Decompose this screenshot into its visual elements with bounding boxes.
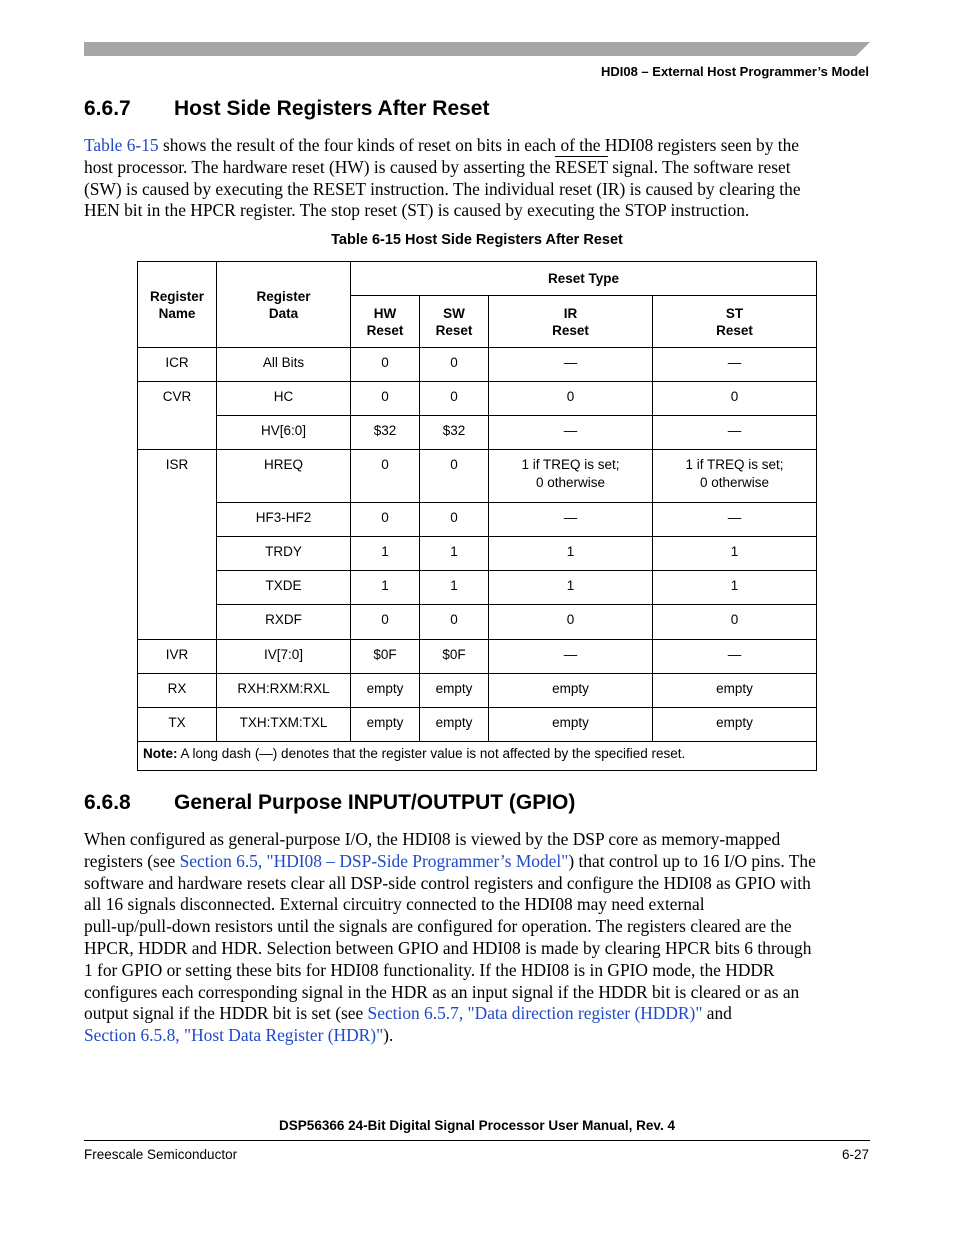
table-row bbox=[138, 348, 817, 382]
section-heading-6-6-8 bbox=[84, 791, 575, 815]
cell-register-name: ICR bbox=[138, 348, 217, 382]
section-6-6-8-paragraph bbox=[84, 829, 870, 1047]
paragraph-text: host processor. The hardware reset (HW) is caused by asserting the bbox=[84, 156, 556, 177]
cell-st: 1 bbox=[653, 571, 817, 605]
paragraph-text: 1 for GPIO or setting these bits for HDI08 functionality. If the HDI08 is in GPIO mode, the HDDR bbox=[84, 959, 775, 980]
cell-register-data: TXDE bbox=[217, 571, 351, 605]
cell-register-data: HV[6:0] bbox=[217, 416, 351, 450]
cell-hw: 1 bbox=[351, 537, 420, 571]
header-text: Name bbox=[158, 305, 196, 321]
paragraph-text: pull-up/pull-down resistors until the signals are configured for operation. The registers cleared are the bbox=[84, 916, 792, 937]
table-row bbox=[138, 382, 817, 416]
cell-ir: empty bbox=[489, 674, 653, 708]
cell-ir: — bbox=[489, 503, 653, 537]
cell-text: 1 if TREQ is set; bbox=[521, 457, 620, 472]
cell-ir: 1 bbox=[489, 537, 653, 571]
cell-sw: 0 bbox=[420, 605, 489, 640]
cell-ir bbox=[489, 450, 653, 503]
cell-register-name: ISR bbox=[138, 450, 217, 640]
cell-ir: — bbox=[489, 416, 653, 450]
cell-register-data: IV[7:0] bbox=[217, 640, 351, 674]
header-text: Register bbox=[256, 288, 311, 304]
cell-ir: empty bbox=[489, 708, 653, 742]
cell-register-data: HF3-HF2 bbox=[217, 503, 351, 537]
cell-register-name: CVR bbox=[138, 382, 217, 450]
table-row bbox=[138, 537, 817, 571]
footer-page-number: 6-27 bbox=[841, 1147, 869, 1162]
cell-st: — bbox=[653, 348, 817, 382]
cell-hw: 0 bbox=[351, 382, 420, 416]
table-row bbox=[138, 503, 817, 537]
paragraph-text: ) that control up to 16 I/O pins. The bbox=[568, 850, 816, 871]
cell-sw: empty bbox=[420, 708, 489, 742]
cell-st: 0 bbox=[653, 605, 817, 640]
cell-ir: 0 bbox=[489, 605, 653, 640]
cell-hw: 0 bbox=[351, 450, 420, 503]
paragraph-text: configures each corresponding signal in the HDR as an input signal if the HDDR bit is cleared or as an bbox=[84, 981, 800, 1002]
table-row bbox=[138, 450, 817, 503]
paragraph-text: output signal if the HDDR bit is set (see bbox=[84, 1003, 368, 1024]
cell-st bbox=[653, 450, 817, 503]
cell-sw: 0 bbox=[420, 348, 489, 382]
paragraph-text: ). bbox=[383, 1025, 394, 1046]
cell-register-name: RX bbox=[138, 674, 217, 708]
cell-ir: 0 bbox=[489, 382, 653, 416]
cell-st: 1 bbox=[653, 537, 817, 571]
header-text: Data bbox=[268, 305, 299, 321]
cell-st: empty bbox=[653, 708, 817, 742]
header-text: Reset bbox=[435, 322, 473, 338]
cell-hw: $0F bbox=[351, 640, 420, 674]
host-side-registers-table bbox=[137, 261, 817, 771]
section-title: General Purpose INPUT/OUTPUT (GPIO) bbox=[174, 791, 576, 814]
cell-hw: empty bbox=[351, 674, 420, 708]
header-text: HW bbox=[373, 305, 397, 321]
header-reset-type: Reset Type bbox=[351, 262, 817, 296]
cell-register-data: RXH:RXM:RXL bbox=[217, 674, 351, 708]
cell-sw: $32 bbox=[420, 416, 489, 450]
cell-hw: 0 bbox=[351, 605, 420, 640]
footer-divider bbox=[84, 1140, 870, 1141]
table-caption: Table 6-15 Host Side Registers After Reset bbox=[331, 232, 623, 248]
paragraph-text: registers (see bbox=[84, 850, 180, 871]
table-row bbox=[138, 605, 817, 640]
cell-register-name: TX bbox=[138, 708, 217, 742]
table-row bbox=[138, 571, 817, 605]
header-hw-reset bbox=[351, 296, 420, 348]
header-text: IR bbox=[563, 305, 578, 321]
cell-register-data: HC bbox=[217, 382, 351, 416]
cell-st: 0 bbox=[653, 382, 817, 416]
cell-sw: 0 bbox=[420, 382, 489, 416]
header-text: ST bbox=[725, 305, 744, 321]
note-text: A long dash (—) denotes that the register value is not affected by the specified reset. bbox=[177, 746, 686, 761]
paragraph-text: software and hardware resets clear all DSP-side control registers and configure the HDI08 as GPIO with bbox=[84, 872, 811, 893]
header-text: Register bbox=[149, 288, 205, 304]
table-row bbox=[138, 416, 817, 450]
cell-st: — bbox=[653, 640, 817, 674]
cell-register-data: RXDF bbox=[217, 605, 351, 640]
note-label: Note: bbox=[143, 746, 178, 761]
cell-st: — bbox=[653, 416, 817, 450]
chapter-title: HDI08 – External Host Programmer’s Model bbox=[600, 64, 869, 79]
header-text: Reset bbox=[552, 322, 589, 338]
table-header-row bbox=[138, 262, 817, 296]
cell-hw: $32 bbox=[351, 416, 420, 450]
paragraph-text: signal. The software reset bbox=[607, 156, 791, 177]
reset-signal-overline: RESET bbox=[555, 156, 608, 177]
header-register-name bbox=[138, 262, 217, 348]
paragraph-text: HEN bit in the HPCR register. The stop reset (ST) is caused by executing the STOP instruction. bbox=[84, 200, 750, 221]
paragraph-text: (SW) is caused by executing the RESET instruction. The individual reset (IR) is caused by clearing the bbox=[84, 178, 801, 199]
header-text: Reset bbox=[716, 322, 753, 338]
cell-sw: $0F bbox=[420, 640, 489, 674]
table-note-row bbox=[138, 742, 817, 771]
table-row bbox=[138, 640, 817, 674]
footer-publisher: Freescale Semiconductor bbox=[84, 1147, 238, 1162]
cell-hw: 0 bbox=[351, 503, 420, 537]
cell-register-data: TXH:TXM:TXL bbox=[217, 708, 351, 742]
cell-register-data: HREQ bbox=[217, 450, 351, 503]
header-text: Reset bbox=[366, 322, 404, 338]
section-6-5-8-link[interactable]: Section 6.5.8, "Host Data Register (HDR)" bbox=[84, 1025, 384, 1046]
section-number: 6.6.8 bbox=[84, 791, 131, 814]
cell-hw: 0 bbox=[351, 348, 420, 382]
cell-ir: — bbox=[489, 348, 653, 382]
cell-text: 1 if TREQ is set; bbox=[685, 457, 784, 472]
cell-register-data: TRDY bbox=[217, 537, 351, 571]
table-note bbox=[138, 742, 817, 771]
section-title: Host Side Registers After Reset bbox=[174, 97, 490, 120]
paragraph-text: shows the result of the four kinds of reset on bits in each of the HDI08 registers seen by the bbox=[158, 135, 800, 155]
section-6-5-7-link[interactable]: Section 6.5.7, "Data direction register (HDDR)" bbox=[367, 1003, 703, 1024]
header-sw-reset bbox=[420, 296, 489, 348]
section-6-6-7-paragraph bbox=[84, 135, 870, 222]
paragraph-text: all 16 signals disconnected. External circuitry connected to the HDI08 may need external bbox=[84, 894, 705, 915]
section-6-5-link[interactable]: Section 6.5, "HDI08 – DSP-Side Programmer’s Model" bbox=[179, 850, 569, 871]
header-ir-reset bbox=[489, 296, 653, 348]
paragraph-text: When configured as general-purpose I/O, the HDI08 is viewed by the DSP core as memory-mapped bbox=[84, 829, 781, 849]
cell-text: 0 otherwise bbox=[535, 475, 606, 490]
table-row bbox=[138, 708, 817, 742]
cell-sw: empty bbox=[420, 674, 489, 708]
cell-ir: — bbox=[489, 640, 653, 674]
header-text: SW bbox=[443, 305, 465, 321]
section-heading-6-6-7 bbox=[84, 97, 489, 121]
cell-ir: 1 bbox=[489, 571, 653, 605]
cell-register-name: IVR bbox=[138, 640, 217, 674]
header-st-reset bbox=[653, 296, 817, 348]
table-6-15-link[interactable]: Table 6-15 bbox=[84, 135, 159, 155]
cell-sw: 0 bbox=[420, 503, 489, 537]
table-row bbox=[138, 674, 817, 708]
cell-sw: 1 bbox=[420, 537, 489, 571]
cell-hw: empty bbox=[351, 708, 420, 742]
cell-hw: 1 bbox=[351, 571, 420, 605]
cell-sw: 1 bbox=[420, 571, 489, 605]
section-number: 6.6.7 bbox=[84, 97, 131, 120]
header-bar bbox=[84, 42, 870, 56]
cell-st: empty bbox=[653, 674, 817, 708]
cell-sw: 0 bbox=[420, 450, 489, 503]
footer-document-title: DSP56366 24-Bit Digital Signal Processor User Manual, Rev. 4 bbox=[279, 1118, 675, 1133]
header-register-data bbox=[217, 262, 351, 348]
cell-st: — bbox=[653, 503, 817, 537]
paragraph-text: and bbox=[702, 1003, 732, 1024]
paragraph-text: HPCR, HDDR and HDR. Selection between GPIO and HDI08 is made by clearing HPCR bits 6 through bbox=[84, 937, 812, 958]
cell-text: 0 otherwise bbox=[699, 475, 770, 490]
cell-register-data: All Bits bbox=[217, 348, 351, 382]
